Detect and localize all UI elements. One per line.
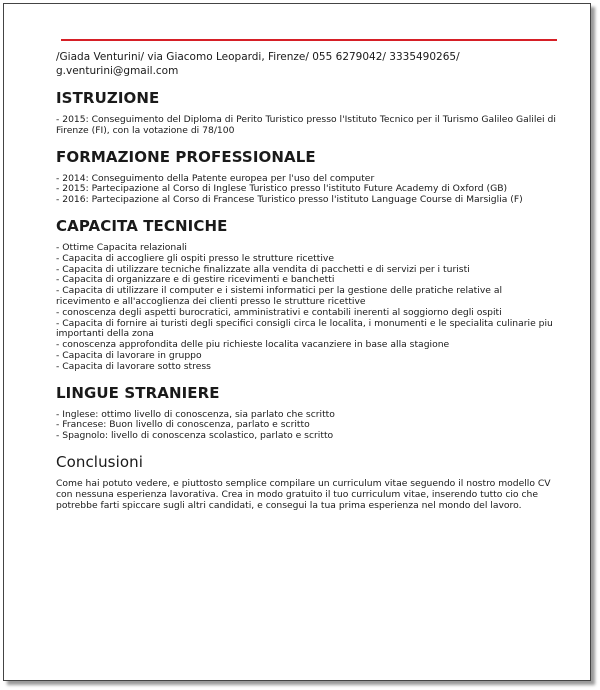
section-title-conclusioni: Conclusioni <box>56 452 144 471</box>
list-item: - Capacita di fornire ai turisti degli specifici consigli circa le localita, i monumenti e le specialita culinarie piu importanti della zona <box>56 317 553 340</box>
list-item: - 2016: Partecipazione al Corso di Francese Turistico presso l'istituto Language Course di Marsiglia (F) <box>56 194 523 206</box>
list-item: - Capacita di lavorare sotto stress <box>56 360 211 372</box>
section-title-formazione: FORMAZIONE PROFESSIONALE <box>56 147 316 166</box>
section-title-istruzione: ISTRUZIONE <box>56 89 160 107</box>
list-item: - Spagnolo: livello di conoscenza scolastico, parlato e scritto <box>56 430 334 442</box>
list-item: - Ottime Capacita relazionali <box>56 241 187 253</box>
conclusioni-text: Come hai potuto vedere, e piuttosto semplice compilare un curriculum vitae seguendo il nostro modello CV con nessuna esperienza lavorativa. Crea in modo gratuito il tuo curriculum vitae, inserendo tutto cio che potrebbe farti spiccare sugli altri candidati, e consegui la tua prima esperienza nel mondo del lavoro. <box>56 477 551 511</box>
section-title-capacita: CAPACITA TECNICHE <box>56 216 228 235</box>
section-capacita <box>56 243 556 373</box>
list-item: - Francese: Buon livello di conoscenza, parlato e scritto <box>56 419 310 431</box>
list-item: - Capacita di utilizzare il computer e i sistemi informatici per la gestione delle pratiche relative al ricevimento e all'accoglienza dei clienti presso le strutture ricettive <box>56 285 503 307</box>
list-item: - Capacita di organizzare e di gestire ricevimenti e banchetti <box>56 274 335 286</box>
list-item: - Capacita di lavorare in gruppo <box>56 349 202 361</box>
cv-content <box>56 51 556 511</box>
section-lingue <box>56 410 556 442</box>
list-item: - conoscenza degli aspetti burocratici, amministrativi e contabili inerenti al soggiorno degli ospiti <box>56 306 502 318</box>
list-item: - 2015: Conseguimento del Diploma di Perito Turistico presso l'Istituto Tecnico per il Turismo Galileo Galilei di Firenze (FI), con la votazione di 78/100 <box>56 114 556 136</box>
list-item: - conoscenza approfondita delle piu richieste localita vacanziere in base alla stagione <box>56 339 450 351</box>
header-divider <box>61 39 557 41</box>
section-formazione <box>56 174 556 206</box>
section-title-lingue: LINGUE STRANIERE <box>56 383 220 402</box>
section-istruzione <box>56 115 556 137</box>
cv-page <box>3 3 591 681</box>
contact-info: /Giada Venturini/ via Giacomo Leopardi, Firenze/ 055 6279042/ 3335490265/ g.venturini@gmail.com <box>56 51 460 77</box>
list-item: - 2015: Partecipazione al Corso di Inglese Turistico presso l'istituto Future Academy di Oxford (GB) <box>56 183 508 195</box>
list-item: - Capacita di utilizzare tecniche finalizzate alla vendita di pacchetti e di servizi per i turisti <box>56 263 470 275</box>
list-item: - 2014: Conseguimento della Patente europea per l'uso del computer <box>56 172 375 184</box>
list-item: - Inglese: ottimo livello di conoscenza, sia parlato che scritto <box>56 408 335 420</box>
list-item: - Capacita di accogliere gli ospiti presso le strutture ricettive <box>56 252 334 264</box>
